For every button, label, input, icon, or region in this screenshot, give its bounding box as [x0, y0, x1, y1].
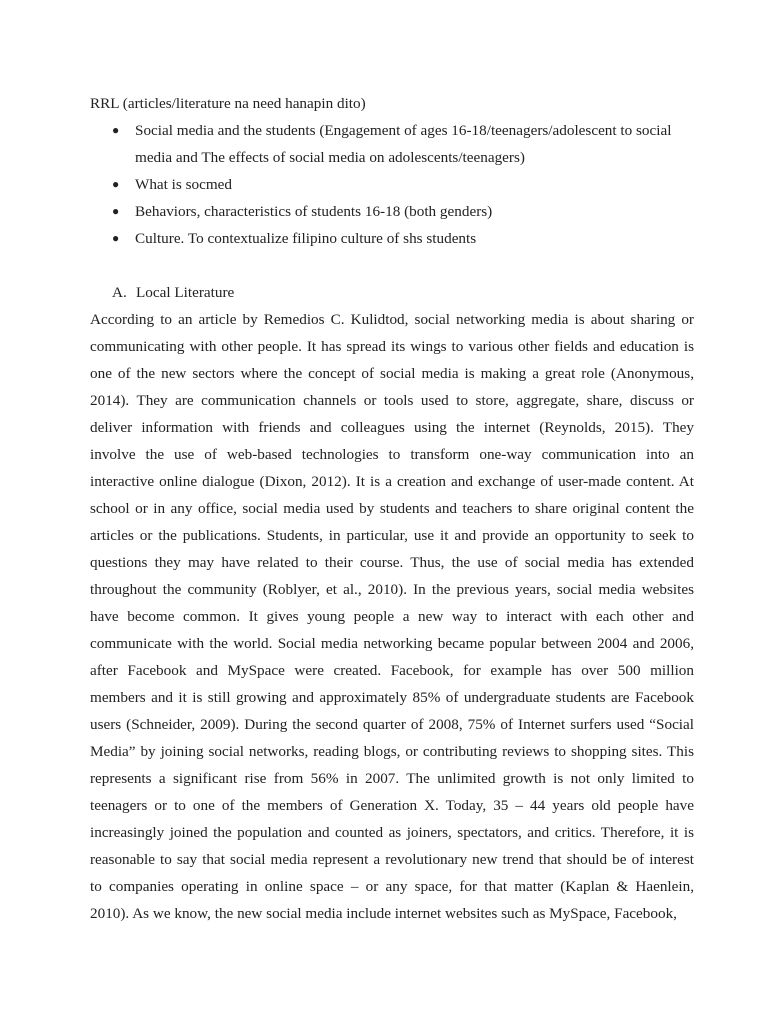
paragraph-line: represents a significant rise from 56% in 2007. The unlimited growth is not only limited to [90, 770, 694, 787]
paragraph-line: increasingly joined the population and counted as joiners, spectators, and critics. Therefore, it is [90, 824, 694, 841]
section-title: Local Literature [136, 284, 235, 301]
paragraph-line: have become common. It gives young people a new way to interact with each other and [90, 608, 694, 625]
bullet-dot-icon: ● [112, 177, 120, 191]
paragraph-line: interactive online dialogue (Dixon, 2012). It is a creation and exchange of user-made content. At [90, 473, 694, 490]
section-heading [90, 279, 694, 306]
paragraph-line: throughout the community (Roblyer, et al., 2010). In the previous years, social media websites [90, 581, 694, 598]
paragraph-line: questions they may have related to their course. Thus, the use of social media has extended [90, 554, 694, 571]
bullet-line: What is socmed [135, 176, 233, 193]
paragraph-line: after Facebook and MySpace were created. Facebook, for example has over 500 million [90, 662, 694, 679]
local-literature-paragraph [90, 306, 694, 927]
paragraph-line: Media” by joining social networks, reading blogs, or contributing reviews to shopping sites. This [90, 743, 694, 760]
bullet-item [90, 225, 694, 252]
paragraph-line: one of the new sectors where the concept of social media is making a great role (Anonymous, [90, 365, 694, 382]
paragraph-line: communicating with other people. It has spread its wings to various other fields and education is [90, 338, 694, 355]
bullet-line: Social media and the students (Engagement of ages 16-18/teenagers/adolescent to social [135, 122, 672, 139]
paragraph-line: 2014). They are communication channels or tools used to store, aggregate, share, discuss or [90, 392, 694, 409]
paragraph-line: reasonable to say that social media represent a revolutionary new trend that should be of interest [90, 851, 694, 868]
paragraph-line: school or in any office, social media used by students and teachers to share original content the [90, 500, 694, 517]
topic-bullet-list [90, 117, 694, 252]
document-heading: RRL (articles/literature na need hanapin dito) [90, 95, 366, 112]
paragraph-line: According to an article by Remedios C. Kulidtod, social networking media is about sharing or [90, 311, 694, 328]
paragraph-line: teenagers or to one of the members of Generation X. Today, 35 – 44 years old people have [90, 797, 694, 814]
paragraph-line: to companies operating in online space – or any space, for that matter (Kaplan & Haenlein, [90, 878, 694, 895]
paragraph-line: members and it is still growing and approximately 85% of undergraduate students are Facebook [90, 689, 694, 706]
paragraph-line: communicate with the world. Social media networking became popular between 2004 and 2006, [90, 635, 694, 652]
paragraph-line: involve the use of web-based technologies to transform one-way communication into an [90, 446, 694, 463]
bullet-item [90, 117, 694, 171]
bullet-dot-icon: ● [112, 204, 120, 218]
bullet-line: Behaviors, characteristics of students 16-18 (both genders) [135, 203, 493, 220]
paragraph-line: 2010). As we know, the new social media include internet websites such as MySpace, Facebook, [90, 905, 677, 922]
bullet-item [90, 171, 694, 198]
paragraph-line: users (Schneider, 2009). During the second quarter of 2008, 75% of Internet surfers used “Social [90, 716, 694, 733]
bullet-item [90, 198, 694, 225]
paragraph-line: articles or the publications. Students, in particular, use it and provide an opportunity to seek to [90, 527, 694, 544]
bullet-line: media and The effects of social media on adolescents/teenagers) [135, 149, 525, 166]
bullet-dot-icon: ● [112, 123, 120, 137]
bullet-dot-icon: ● [112, 231, 120, 245]
paragraph-line: deliver information with friends and colleagues using the internet (Reynolds, 2015). They [90, 419, 694, 436]
document-page [90, 90, 694, 927]
section-letter: A. [112, 284, 127, 301]
bullet-line: Culture. To contextualize filipino culture of shs students [135, 230, 477, 247]
